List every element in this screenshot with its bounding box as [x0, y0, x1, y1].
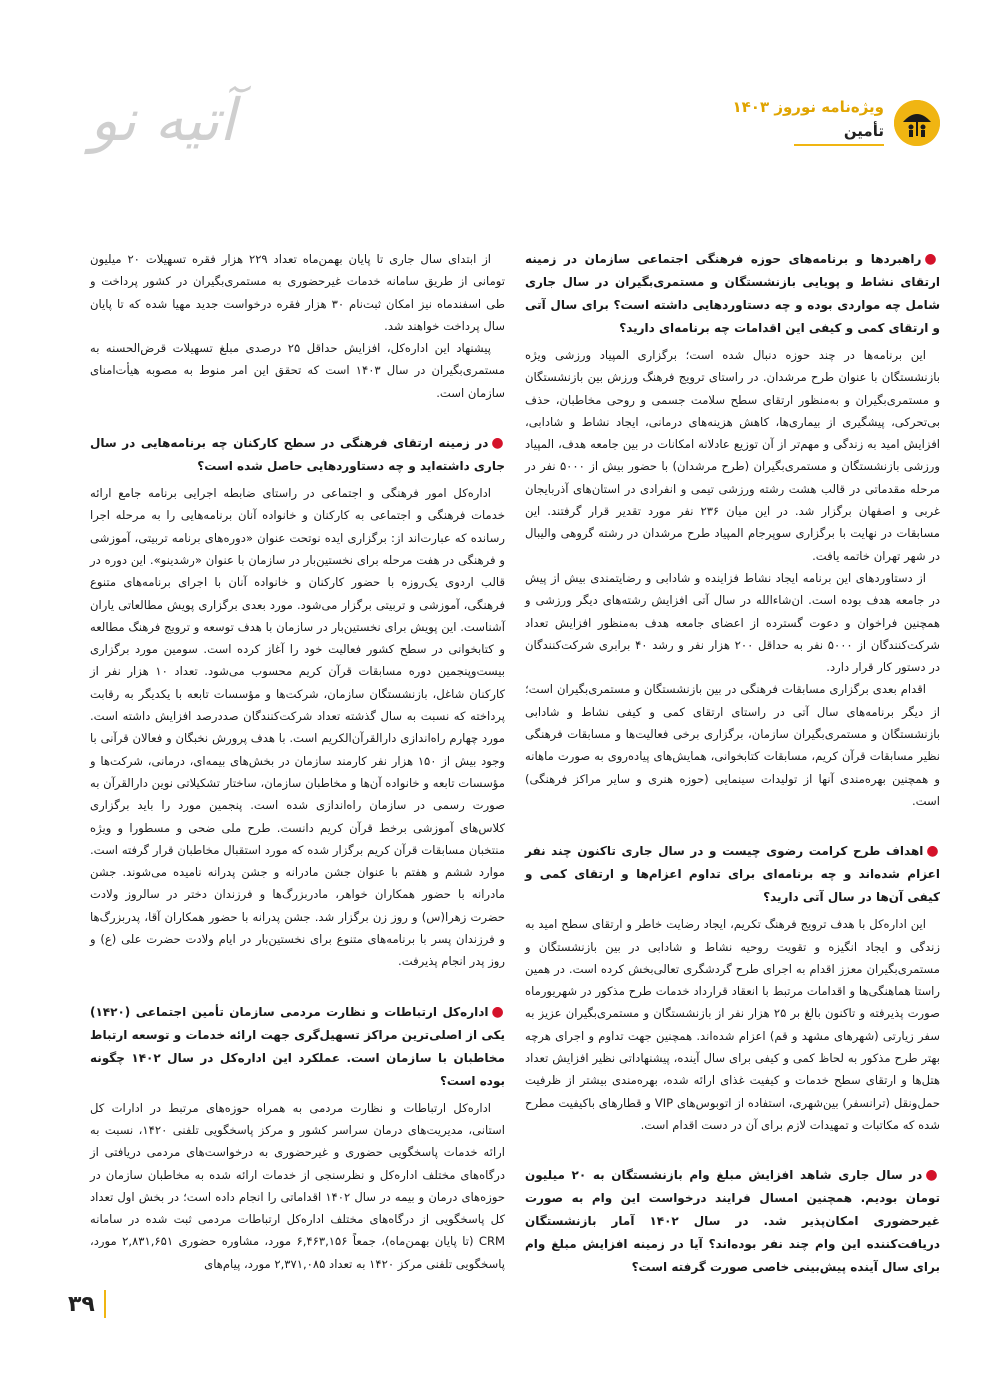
question-text: راهبردها و برنامه‌های حوزه فرهنگی اجتماعی سازمان در زمینه ارتقای نشاط و پویایی بازنشستگان و مستمری‌بگیران در سال جاری شامل چه مواردی بوده و چه دستاوردهایی داشته است؟ برای سال آتی و ارتقای کمی و کیفی این اقدامات چه برنامه‌ای دارید؟: [525, 252, 940, 335]
paragraph: اداره‌کل ارتباطات و نظارت مردمی به همراه حوزه‌های مرتبط در ادارات کل استانی، مدیریت‌های درمان سراسر کشور و مرکز پاسخگویی تلفنی ۱۴۲۰، نسبت به ارائه خدمات پاسخگویی حضوری و غیرحضوری به درخواست‌های مردمی دریافتی از درگاه‌های مختلف اداره‌کل و نظرسنجی از خدمات ارائه شده به مخاطبان سازمان در حوزه‌های درمان و بیمه در سال ۱۴۰۲ اقداماتی را انجام داده است؛ در بخش اول تعداد کل پاسخگویی از درگاه‌های مختلف اداره‌کل ارتباطات مردمی ثبت شده در سامانه CRM (تا پایان بهمن‌ماه)، جمعاً ۶,۴۶۳,۱۵۶ مورد، مشاوره حضوری ۲,۸۳۱,۶۵۱ مورد، پاسخگویی تلفنی مرکز ۱۴۲۰ به تعداد ۲,۳۷۱,۰۸۵ مورد، پیام‌های: [90, 1100, 506, 1271]
page-header: [60, 80, 940, 170]
paragraph: پیشنهاد این اداره‌کل، افزایش حداقل ۲۵ درصدی مبلغ تسهیلات قرض‌الحسنه به مستمری‌بگیران در سال ۱۴۰۳ است که تحقق این امر منوط به مصوبه هیأت‌امنای سازمان است.: [90, 341, 505, 400]
paragraph: اداره‌کل امور فرهنگی و اجتماعی در راستای ضابطه اجرایی برنامه جامع ارائه خدمات فرهنگی و اجتماعی به کارکنان و خانواده آنان برنامه‌هایی را به مرحله اجرا رسانده که عبارت‌اند از: برگزاری ایده نوتحت عنوان «دوره‌های برنامه تربیتی، آموزشی و فرهنگی در هفت مرحله برای نخستین‌بار در سازمان با عنوان «رشدینو». این دوره در قالب اردوی یک‌روزه با حضور کارکنان و خانواده آنان با اجرای برنامه‌های متنوع فرهنگی، آموزشی و تربیتی برگزار می‌شود. مورد بعدی برگزاری پویش مطالعاتی یاران آشناست. این پویش برای نخستین‌بار در سازمان با هدف توسعه و ترویج فرهنگ مطالعه و کتابخوانی در سطح کشور فعالیت خود را آغاز کرده است. سومین مورد برگزاری بیست‌وپنجمین دوره مسابقات قرآن کریم محسوب می‌شود. تعداد ۱۰ هزار نفر از کارکنان شاغل، بازنشستگان سازمان، شرکت‌ها و مؤسسات تابعه با یکدیگر به رقابت پرداخته که نسبت به سال گذشته تعداد شرکت‌کنندگان صددرصد افزایش داشته است. مورد چهارم راه‌اندازی دارالقرآن‌الکریم است. با هدف پرورش نخبگان و فعالان قرآنی با وجود بیش از ۱۵۰ هزار نفر کارمند سازمان در بخش‌های بیمه‌ای، درمانی، شرکت‌ها و مؤسسات تابعه و خانواده آن‌ها و مخاطبان سازمان، ساختار تشکیلاتی نوین دارالقرآن به صورت رسمی در سازمان راه‌اندازی شده است. پنجمین مورد را باید برگزاری کلاس‌های آموزشی برخط قرآن کریم دانست. طرح ملی ضحی و مسطورا و ویژه منتخبان مسابقات قرآن کریم برگزار شده که مورد استقبال مخاطبان قرار گرفته است. موارد ششم و هفتم با عنوان جشن مادرانه و جشن پدرانه نامیده می‌شوند. جشن مادرانه با حضور همکاران خواهر، مادربزرگ‌ها و فرزندان دختر در سالروز ولادت حضرت زهرا(س) و روز زن برگزار شد. جشن پدرانه با حضور همکاران آقا، پدربزرگ‌ها و فرزندان پسر با برنامه‌های متنوع برای نخستین‌بار در ایام ولادت حضرت علی (ع) و روز پدر انجام پذیرفت.: [90, 486, 505, 969]
paragraph: از دستاوردهای این برنامه ایجاد نشاط فزاینده و شادابی و رضایتمندی بیش از پیش در جامعه هدف بوده است. ان‌شاءالله در سال آتی افزایش رشته‌های دیگر ورزشی و همچنین فراخوان و دعوت گسترده از اعضای جامعه هدف به‌منظور افزایش تعداد شرکت‌کنندگان از ۵۰۰۰ نفر به حداقل ۲۰۰ هزار نفر و رشد ۴۰ برابری شرکت‌کنندگان در دستور کار قرار دارد.: [525, 570, 941, 675]
section-name: تأمین: [843, 122, 884, 140]
paragraph: این اداره‌کل با هدف ترویج فرهنگ تکریم، ایجاد رضایت خاطر و ارتقای سطح امید به زندگی و ایجاد انگیزه و تقویت روحیه نشاط و شادابی در بین بازنشستگان و مستمری‌بگیران معزز اقدام به اجرای طرح گردشگری تعالی‌بخش کرده است. در همین راستا هماهنگی‌ها و اقدامات مرتبط با انعقاد قرارداد خدمات طرح مذکور در شهریورماه صورت پذیرفته و تاکنون بالغ بر ۲۵ هزار نفر از بازنشستگان و مستمری‌بگیران عزیز به سفر زیارتی (شهرهای مشهد و قم) اعزام شده‌اند. همچنین جهت تداوم و اجرای هرچه بهتر طرح مذکور به لحاظ کمی و کیفی برای سال آینده، پیشنهاداتی نظیر افزایش تعداد هتل‌ها و ارتقای سطح خدمات و کیفیت غذای ارائه شده، بهره‌مندی بیشتر از ظرفیت حمل‌ونقل (ترانسفر) بین‌شهری، استفاده از اتوبوس‌های VIP و قطارهای باکیفیت مطرح شده که مکاتبات و تمهیدات لازم برای آن در دست اقدام است.: [525, 917, 940, 1132]
bullet-icon: ●: [925, 1167, 940, 1184]
paragraph: از ابتدای سال جاری تا پایان بهمن‌ماه تعداد ۲۲۹ هزار فقره تسهیلات ۲۰ میلیون تومانی از طریق سامانه خدمات غیرحضوری به مستمری‌بگیران در کشور پرداخت و طی اسفندماه نیز امکان ثبت‌نام ۳۰ هزار فقره درخواست جدید مهیا شده که تا پایان سال پرداخت خواهند شد.: [90, 252, 505, 333]
bullet-icon: ●: [924, 251, 941, 267]
left-column: [90, 248, 505, 1275]
bullet-icon: ●: [926, 843, 941, 860]
issue-label: ویژه‌نامه نوروز ۱۴۰۳: [732, 98, 884, 116]
bullet-icon: ●: [491, 1003, 505, 1020]
question-text: اهداف طرح کرامت رضوی چیست و در سال جاری تاکنون چند نفر اعزام شده‌اند و چه برنامه‌ای برای تداوم اعزام‌ها و ارتقای کمی و کیفی آن‌ها در سال آتی دارید؟: [525, 844, 940, 905]
paragraph: اقدام بعدی برگزاری مسابقات فرهنگی در بین بازنشستگان و مستمری‌بگیران است؛ از دیگر برنامه‌های سال آتی در راستای ارتقای کمی و کیفی نشاط و شادابی بازنشستگان و مستمری‌بگیران سازمان، برگزاری برخی فعالیت‌ها و مسابقات فرهنگی نظیر مسابقات قرآن کریم، مسابقات کتابخوانی، همایش‌های پیاده‌روی به صورت ماهانه و همچنین بهره‌مندی آنها از تولیدات سینمایی (حوزه هنری و سایر مراکز فرهنگی) است.: [525, 682, 940, 808]
paragraph: این برنامه‌ها در چند حوزه دنبال شده است؛ برگزاری المپیاد ورزشی ویژه بازنشستگان با عنوان طرح مرشدان. در راستای ترویج فرهنگ ورزش بین بازنشستگان و مستمری‌بگیران و به‌منظور ارتقای سطح سلامت جسمی و روحی مخاطبان، حذف بی‌تحرکی، پیشگیری از بیماری‌ها، کاهش هزینه‌های درمانی، ایجاد نشاط و شادابی، افزایش امید به زندگی و مهم‌تر از آن توزیع عادلانه امکانات در بین جامعه هدف، المپیاد ورزشی بازنشستگان و مستمری‌بگیران (طرح مرشدان) با حضور بیش از ۵۰۰۰ نفر در مرحله مقدماتی در قالب هشت رشته ورزشی تیمی و انفرادی در استان‌های آذربایجان غربی و اصفهان برگزار شد. در این میان ۲۳۶ نفر مورد تقدیر قرار گرفتند. این مسابقات در نهایت با برگزاری سوپرجام المپیاد طرح مرشدان در رشته گروهی والیبال در شهر تهران خاتمه یافت.: [525, 348, 940, 563]
question-text: در سال جاری شاهد افزایش مبلغ وام بازنشستگان به ۲۰ میلیون تومان بودیم. همچنین امسال فرایند درخواست این وام به صورت غیرحضوری امکان‌پذیر شد. در سال ۱۴۰۲ آمار بازنشستگان دریافت‌کننده این وام چند نفر بوده‌اند؟ آیا در زمینه افزایش مبلغ وام برای سال آینده پیش‌بینی خاصی صورت گرفته است؟: [525, 1168, 940, 1275]
question-text: در زمینه ارتقای فرهنگی در سطح کارکنان چه برنامه‌هایی در سال جاری داشته‌اید و چه دستاوردهایی حاصل شده است؟: [90, 436, 505, 474]
question-heading: [525, 248, 940, 340]
question-heading: [525, 1164, 940, 1279]
footer-divider: [104, 1290, 106, 1318]
bullet-icon: ●: [491, 435, 505, 452]
page-number: ۳۹: [68, 1292, 95, 1317]
section-underline: [794, 144, 884, 146]
magazine-logo: آتیه نو: [90, 86, 236, 154]
question-heading: [90, 1001, 505, 1093]
question-text: اداره‌کل ارتباطات و نظارت مردمی سازمان تأمین اجتماعی (۱۴۲۰) یکی از اصلی‌ترین مراکز تسهیل‌گری جهت ارائه خدمات و توسعه ارتباط مخاطبان با سازمان است. عملکرد این اداره‌کل در سال ۱۴۰۲ چگونه بوده است؟: [90, 1004, 505, 1088]
question-heading: [90, 432, 505, 478]
question-heading: [525, 840, 940, 909]
family-umbrella-icon: [894, 100, 940, 146]
right-column: [525, 248, 940, 1283]
